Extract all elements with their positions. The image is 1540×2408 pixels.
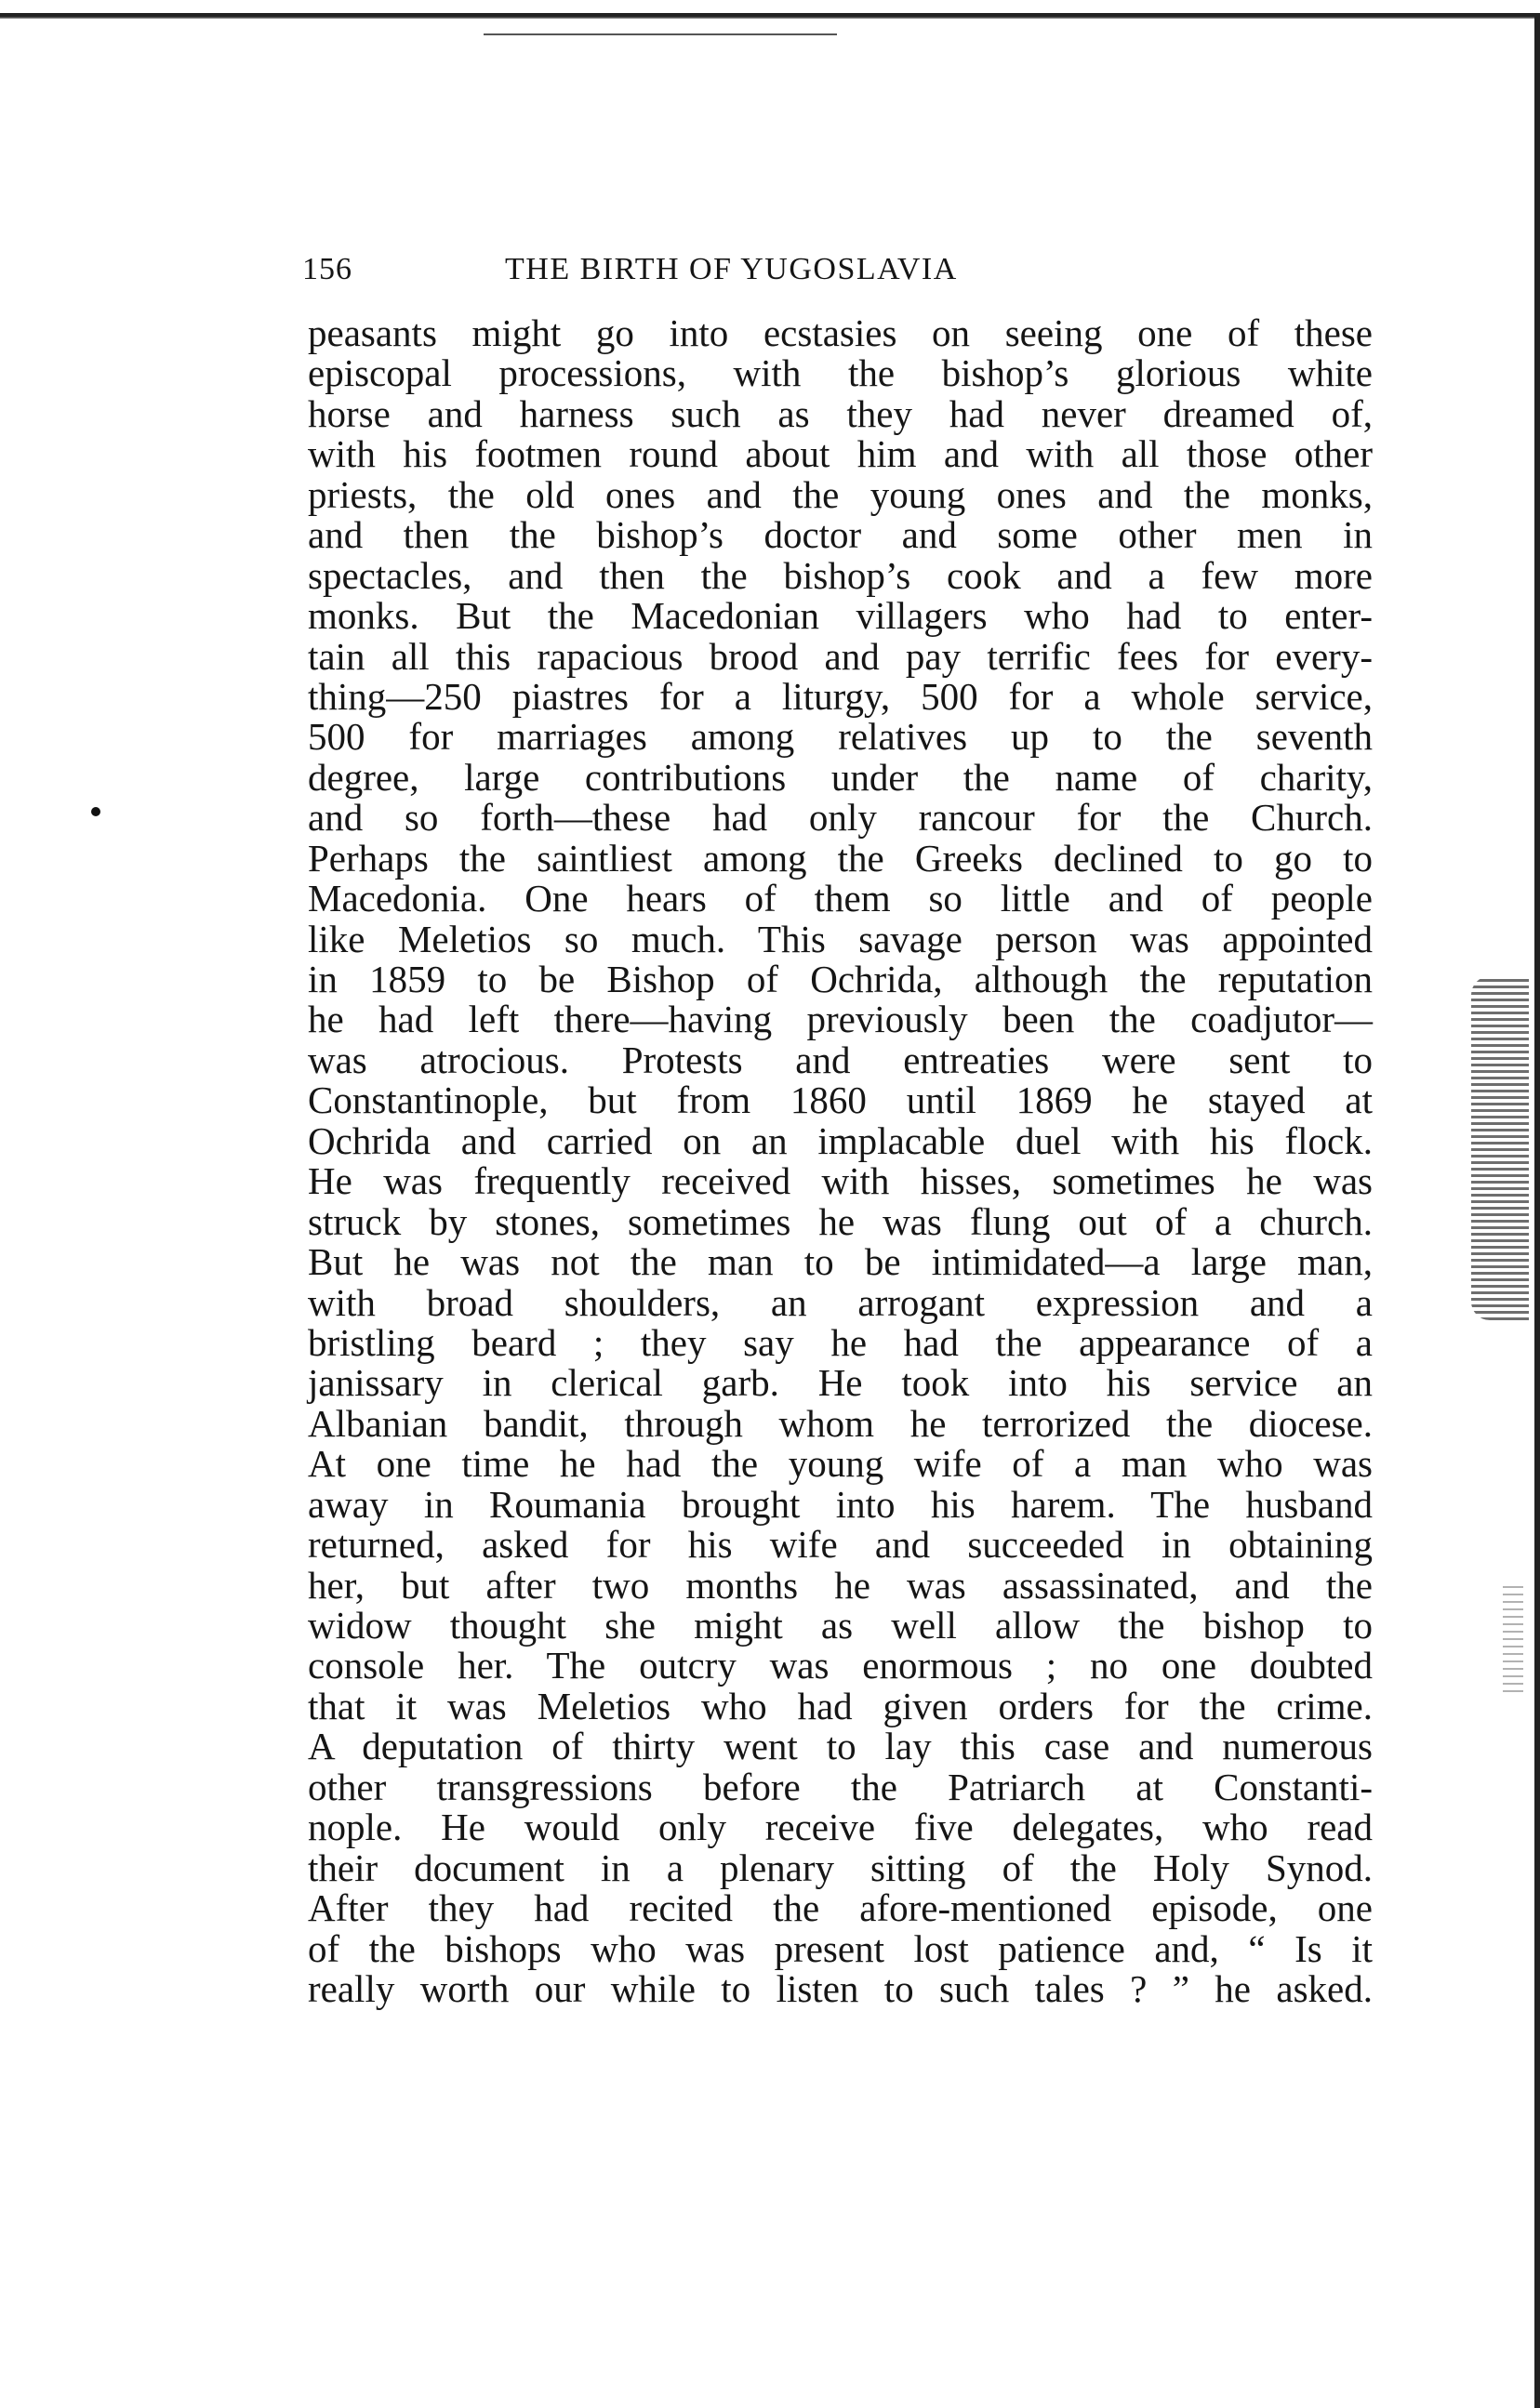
text-line: peasants might go into ecstasies on seeing one of these [308, 311, 1373, 354]
text-line: Macedonia. One hears of them so little and of people [308, 877, 1373, 920]
text-line: of the bishops who was present lost patience and, “ Is it [308, 1926, 1373, 1970]
text-line: was atrocious. Protests and entreaties were sent to [308, 1038, 1373, 1081]
text-line: priests, the old ones and the young ones and the monks, [308, 472, 1373, 516]
text-line: console her. The outcry was enormous ; no one doubted [308, 1644, 1373, 1687]
margin-speck [91, 807, 100, 816]
text-line: with broad shoulders, an arrogant expression and a [308, 1280, 1373, 1324]
running-title: THE BIRTH OF YUGOSLAVIA [505, 252, 958, 286]
text-line: Albanian bandit, through whom he terrorized the diocese. [308, 1401, 1373, 1445]
text-line: bristling beard ; they say he had the appearance of a [308, 1320, 1373, 1364]
text-line: he had left there—having previously been the coadjutor— [308, 998, 1373, 1041]
text-line: and so forth—these had only rancour for the Church. [308, 796, 1373, 840]
right-scan-edge [1531, 17, 1540, 2408]
text-line: returned, asked for his wife and succeeded in obtaining [308, 1523, 1373, 1567]
text-line: their document in a plenary sitting of the Holy Synod. [308, 1846, 1373, 1889]
text-line: away in Roumania brought into his harem. The husband [308, 1482, 1373, 1526]
page-number: 156 [302, 252, 352, 286]
text-line: other transgressions before the Patriarch at Constanti- [308, 1765, 1373, 1808]
right-scan-artifact [1471, 976, 1529, 1320]
text-line: thing—250 piastres for a liturgy, 500 for a whole service, [308, 674, 1373, 718]
text-line: widow thought she might as well allow the bishop to [308, 1604, 1373, 1647]
text-line: her, but after two months he was assassinated, and the [308, 1563, 1373, 1607]
body-text [308, 313, 1373, 2009]
text-line: and then the bishop’s doctor and some other men in [308, 513, 1373, 557]
top-scan-edge [0, 13, 1540, 22]
text-line: monks. But the Macedonian villagers who had to enter- [308, 594, 1373, 638]
text-line: Constantinople, but from 1860 until 1869 he stayed at [308, 1078, 1373, 1122]
page-header [302, 240, 1381, 299]
text-line: 500 for marriages among relatives up to the seventh [308, 715, 1373, 759]
text-line: episcopal processions, with the bishop’s glorious white [308, 351, 1373, 395]
text-line: janissary in clerical garb. He took into his service an [308, 1361, 1373, 1405]
text-line: nople. He would only receive five delegates, who read [308, 1806, 1373, 1849]
text-line: in 1859 to be Bishop of Ochrida, although the reputation [308, 958, 1373, 1000]
text-line: But he was not the man to be intimidated—a large man, [308, 1240, 1373, 1284]
text-line: that it was Meletios who had given orders for the crime. [308, 1684, 1373, 1727]
text-line: After they had recited the afore-mentioned episode, one [308, 1886, 1373, 1930]
text-line: degree, large contributions under the name of charity, [308, 755, 1373, 799]
text-line: Perhaps the saintliest among the Greeks declined to go to [308, 836, 1373, 880]
text-line: really worth our while to listen to such tales ? ” he asked. [308, 1966, 1373, 2010]
text-line: horse and harness such as they had never dreamed of, [308, 391, 1373, 435]
text-line: like Meletios so much. This savage person was appointed [308, 917, 1373, 960]
text-line: A deputation of thirty went to lay this case and numerous [308, 1725, 1373, 1768]
text-line: struck by stones, sometimes he was flung out of a church. [308, 1199, 1373, 1243]
text-line: tain all this rapacious brood and pay terrific fees for every- [308, 634, 1373, 678]
right-scan-artifact-small [1503, 1581, 1523, 1692]
text-line: with his footmen round about him and with all those other [308, 432, 1373, 476]
text-line: spectacles, and then the bishop’s cook and a few more [308, 553, 1373, 597]
text-line: He was frequently received with hisses, sometimes he was [308, 1159, 1373, 1203]
text-line: At one time he had the young wife of a man who was [308, 1442, 1373, 1486]
top-scan-mark [484, 33, 837, 35]
text-line: Ochrida and carried on an implacable duel with his flock. [308, 1118, 1373, 1162]
